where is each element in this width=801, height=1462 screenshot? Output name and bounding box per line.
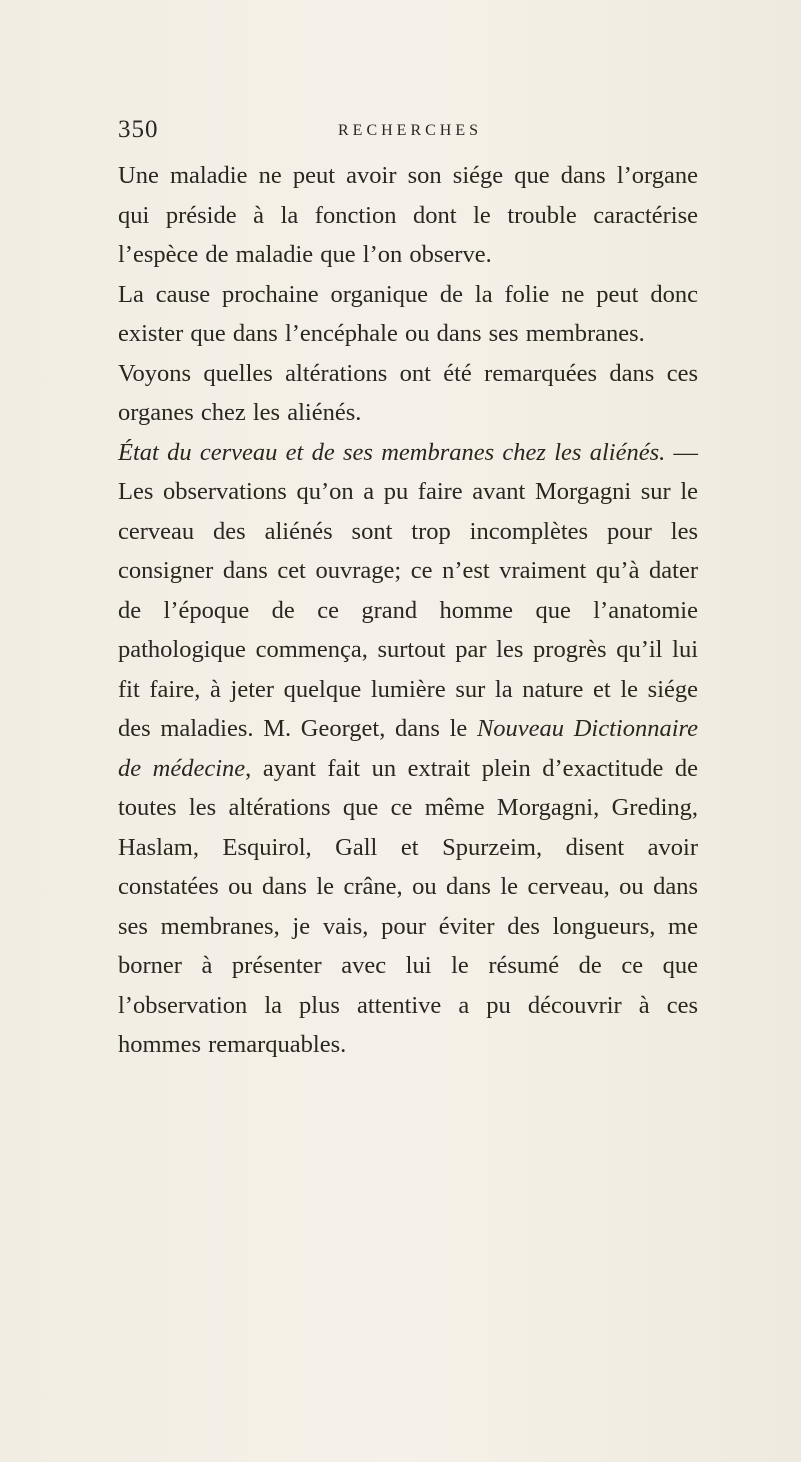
paragraph-2: La cause prochaine organique de la folie ne peut donc exister que dans l’encéphale ou dans ses membranes. [118, 280, 698, 347]
running-title: RECHERCHES [338, 122, 483, 139]
page-header [118, 116, 698, 148]
paragraph-1: Une maladie ne peut avoir son siége que dans l’organe qui préside à la fonction dont le trouble caractérise l’espèce de maladie que l’on observe. [118, 162, 698, 268]
paragraph-4-text-b: , ayant fait un extrait plein d’exactitude de toutes les altérations que ce même Morgagni, Greding, Haslam, Esquirol, Gall et Spurzeim, disent avoir constatées ou dans le crâne, ou dans le cerveau, ou dans ses membranes, je vais, pour éviter des longueurs, me borner à présenter avec lui le résumé de ce que l’observation la plus attentive a pu découvrir à ces hommes remarquables. [118, 754, 699, 1058]
page-number: 350 [118, 116, 159, 143]
paragraph-4-text-a: — Les observations qu’on a pu faire avant Morgagni sur le cerveau des aliénés sont trop incomplètes pour les consigner dans cet ouvrage; ce n’est vraiment qu’à dater de l’époque de ce grand homme que l’anatomie pathologique commença, surtout par les progrès qu’il lui fit faire, à jeter quelque lumière sur la nature et le siége des maladies. M. Georget, dans le [118, 438, 698, 742]
body-text [118, 156, 698, 1065]
dictionary-title: Nouveau Dictionnaire de médecine [118, 715, 699, 782]
section-heading: État du cerveau et de ses membranes chez les aliénés. [118, 438, 666, 466]
paragraph-3: Voyons quelles altérations ont été remarquées dans ces organes chez les aliénés. [118, 359, 698, 426]
paragraph-4 [118, 433, 698, 1065]
